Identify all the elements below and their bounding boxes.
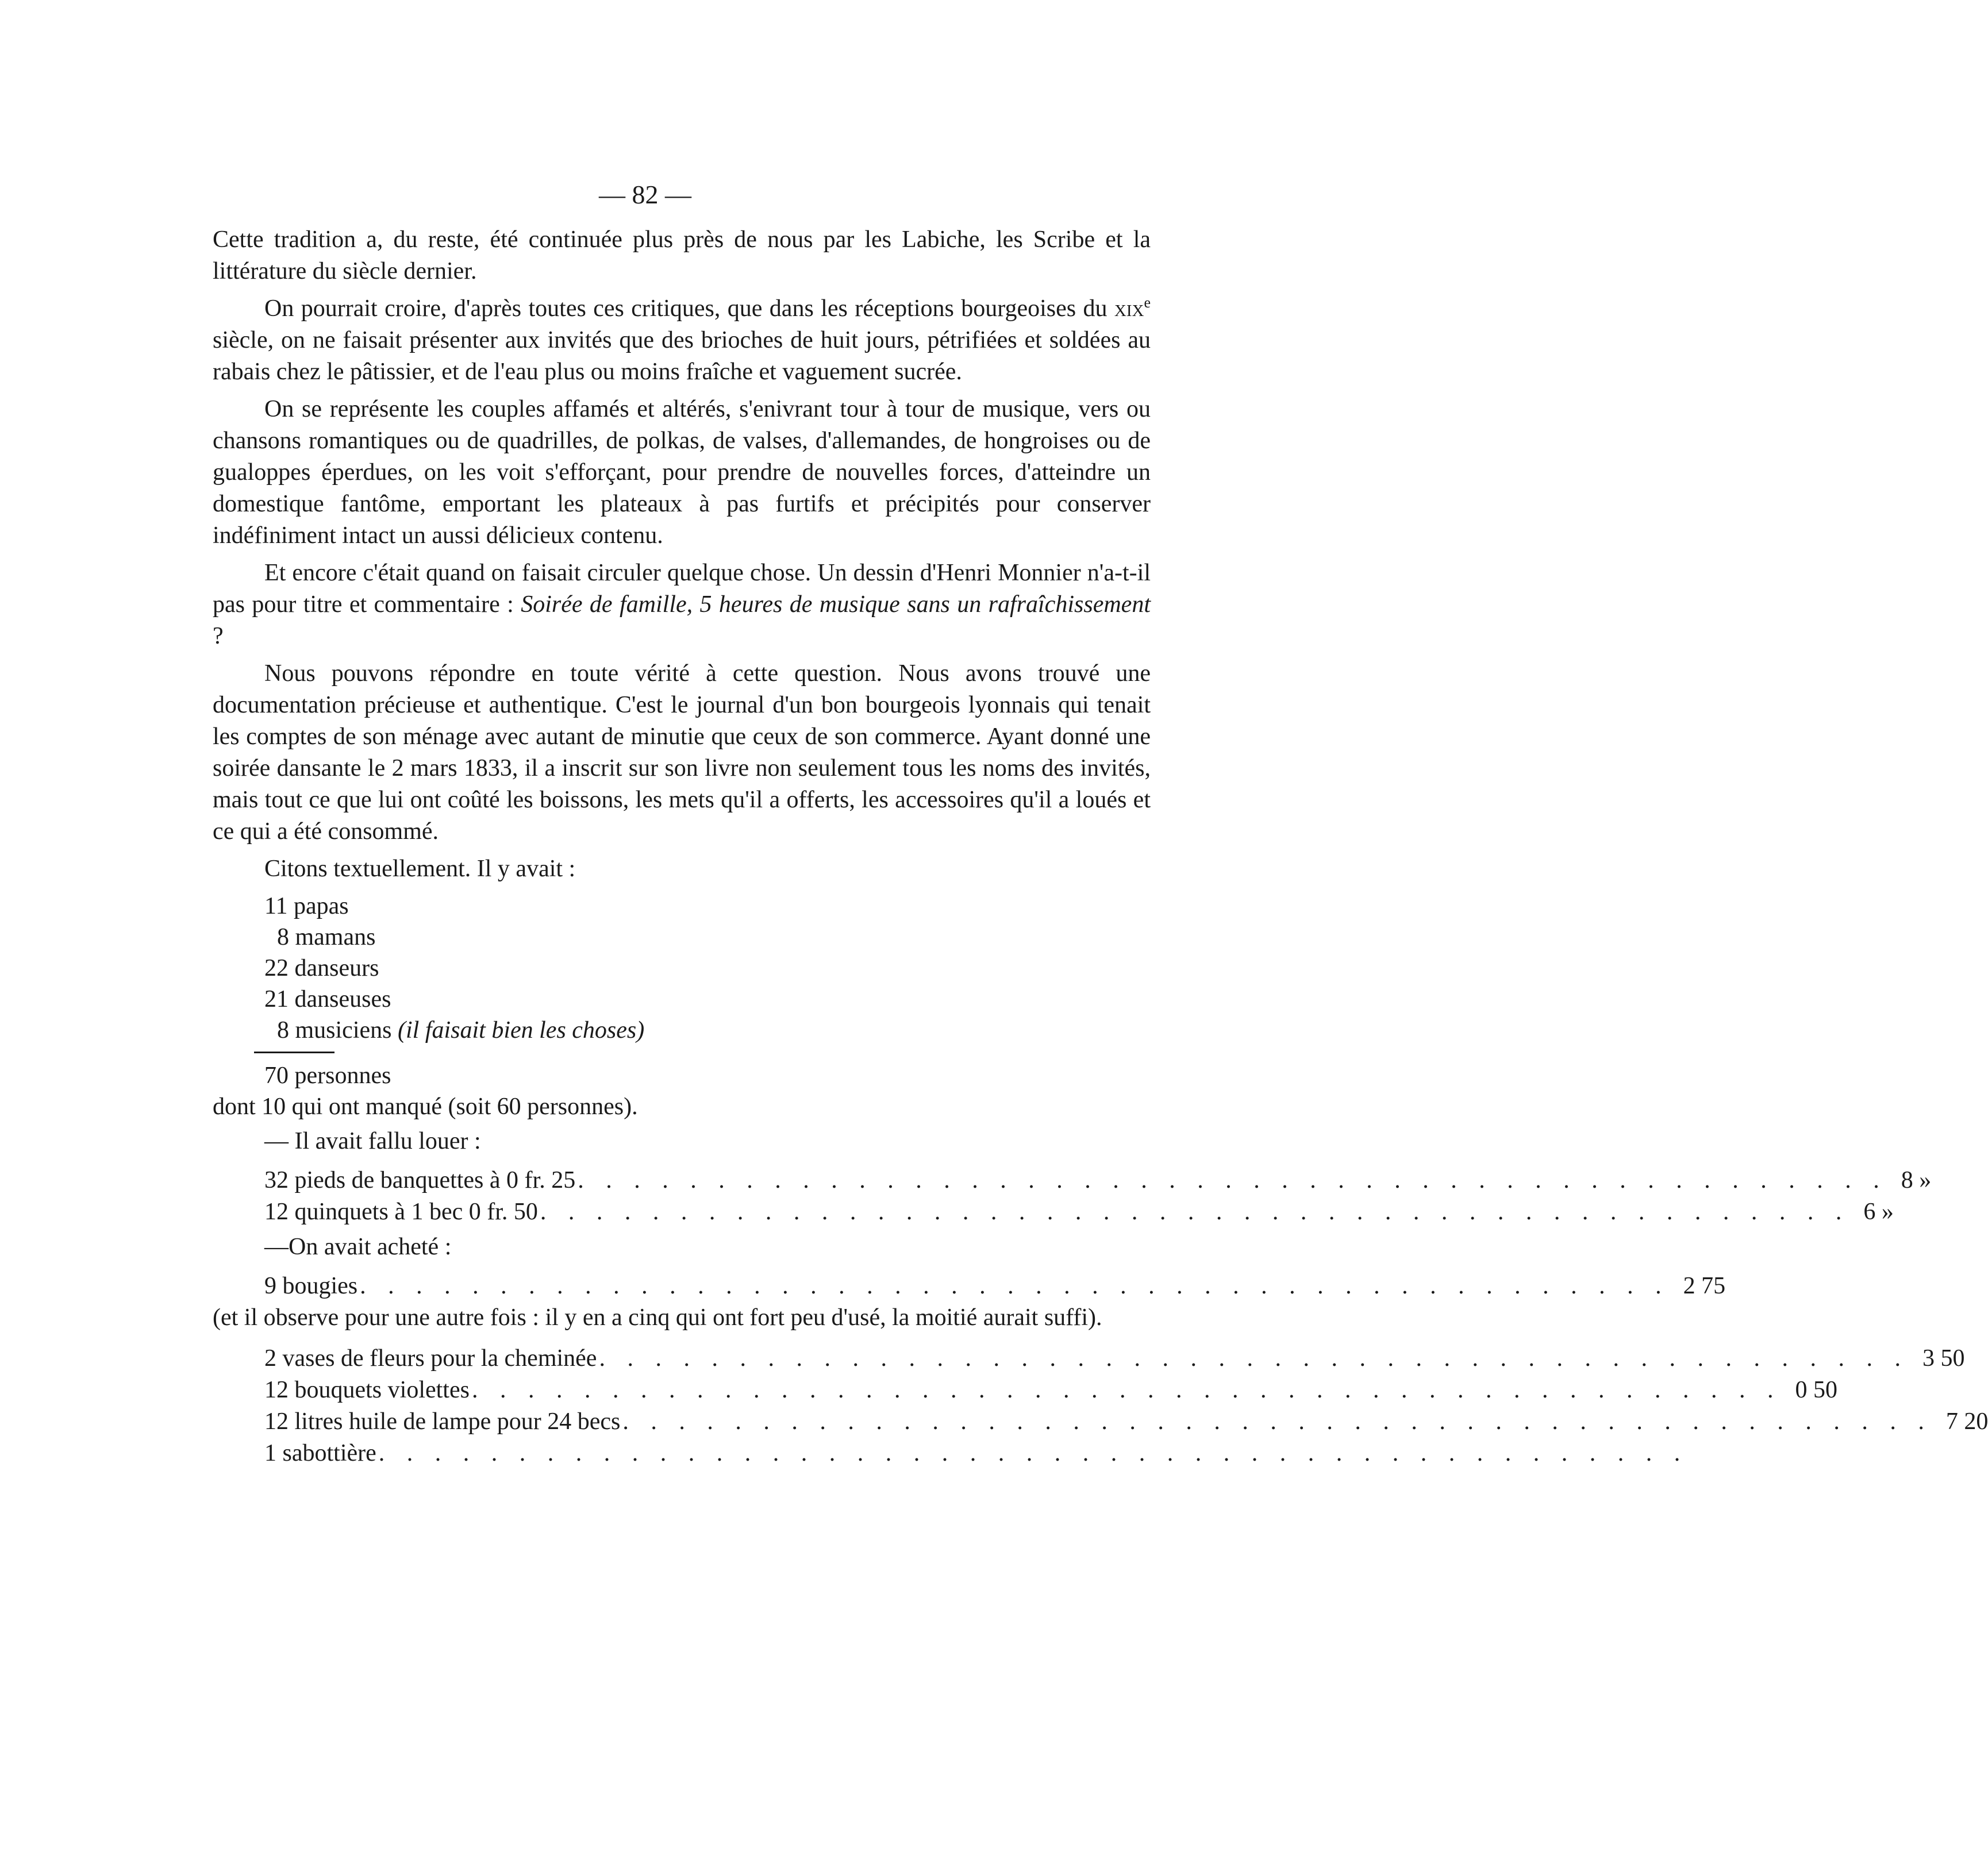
account-item: 32 pieds de banquettes à 0 fr. 25 xyxy=(264,1167,576,1193)
account-item: 2 vases de fleurs pour la cheminée xyxy=(264,1345,597,1372)
leader-dots: . . . . . . . . . . . . . . . . . . . . . . . . . . . . . . . . . . . . . . . . . . . . . . . xyxy=(378,1440,1689,1466)
account-row xyxy=(213,1343,1965,1374)
paragraph-4-start: Et encore c'était quand on faisait circuler quelque chose. Un dessin d'Henri Monnier n'a-t-il pas pour titre et commentaire : xyxy=(213,560,1151,618)
paragraph-2-end: siècle, on ne faisait présenter aux invités que des brioches de huit jours, pétrifiées et soldées au rabais chez le pâtissier, et de l'eau plus ou moins fraîche et vaguement sucrée. xyxy=(213,327,1151,385)
paragraph-5: Nous pouvons répondre en toute vérité à cette question. Nous avons trouvé une documentation précieuse et authentique. C'est le journal d'un bon bourgeois lyonnais qui tenait les comptes de son ménage avec autant de minutie que ceux de son commerce. Ayant donné une soirée dansante le 2 mars 1833, il a inscrit sur son livre non seulement tous les noms des invités, mais tout ce que lui ont coûté les boissons, les mets qu'il a offerts, les accessoires qu'il a loués et ce qui a été consommé. xyxy=(213,660,1151,845)
sum-rule xyxy=(254,1052,334,1053)
account-row xyxy=(213,1374,1837,1406)
bought-heading: —On avait acheté : xyxy=(264,1234,452,1260)
guest-line: 11 papas xyxy=(264,893,349,919)
account-row xyxy=(213,1196,1894,1228)
leader-dots: . . . . . . . . . . . . . . . . . . . . . . . . . . . . . . . . . . . . . . . . . . . . . . . xyxy=(471,1377,1782,1403)
body-text xyxy=(213,224,1988,1469)
guest-line: 22 danseurs xyxy=(264,955,379,981)
observation-note: (et il observe pour une autre fois : il y en a cinq qui ont fort peu d'usé, la moitié aurait suffi). xyxy=(213,1304,1102,1331)
account-amount: 2 75 xyxy=(1683,1273,1726,1299)
century-numeral: xix xyxy=(1114,295,1144,322)
paragraph-4 xyxy=(213,557,1151,652)
account-item: 12 bouquets violettes xyxy=(264,1377,470,1403)
musicians-count: 8 musiciens xyxy=(277,1017,398,1043)
leader-dots: . . . . . . . . . . . . . . . . . . . . . . . . . . . . . . . . . . . . . . . . . . . . . . . xyxy=(540,1199,1850,1225)
account-amount: 8 » xyxy=(1901,1167,1932,1193)
guest-line: 21 danseuses xyxy=(264,986,391,1012)
leader-dots: . . . . . . . . . . . . . . . . . . . . . . . . . . . . . . . . . . . . . . . . . . . . . . . xyxy=(578,1167,1887,1193)
musicians-remark: (il faisait bien les choses) xyxy=(397,1017,645,1043)
leader-dots: . . . . . . . . . . . . . . . . . . . . . . . . . . . . . . . . . . . . . . . . . . . . . . . xyxy=(622,1408,1932,1435)
leader-dots: . . . . . . . . . . . . . . . . . . . . . . . . . . . . . . . . . . . . . . . . . . . . . . . xyxy=(360,1273,1670,1299)
account-amount: 3 50 xyxy=(1922,1345,1965,1372)
account-amount: 0 50 xyxy=(1795,1377,1837,1403)
paragraph-6: Citons textuellement. Il y avait : xyxy=(264,856,576,882)
paragraph-2-start: On pourrait croire, d'après toutes ces critiques, que dans les réceptions bourgeoises du xyxy=(264,295,1114,322)
page-number: — 82 — xyxy=(599,180,691,209)
account-item: 12 quinquets à 1 bec 0 fr. 50 xyxy=(264,1199,538,1225)
rented-heading: — Il avait fallu louer : xyxy=(264,1128,481,1154)
account-row xyxy=(213,1270,1726,1302)
account-amount: 7 20 xyxy=(1945,1408,1988,1435)
total-persons: 70 personnes xyxy=(264,1062,391,1089)
account-row xyxy=(213,1406,1988,1438)
missing-guests: dont 10 qui ont manqué (soit 60 personnes). xyxy=(213,1093,638,1120)
account-row xyxy=(213,1165,1932,1196)
account-amount: 6 » xyxy=(1863,1199,1894,1225)
paragraph-2 xyxy=(213,293,1151,388)
account-item: 1 sabottière xyxy=(264,1440,376,1466)
paragraph-4-end: ? xyxy=(213,623,224,649)
guest-line-musicians xyxy=(213,1015,1151,1046)
paragraph-3: On se représente les couples affamés et altérés, s'enivrant tour à tour de musique, vers ou chansons romantiques ou de quadrilles, de polkas, de valses, d'allemandes, de hongroises ou de gualoppes éperdues, on les voit s'efforçant, pour prendre de nouvelles forces, d'atteindre un domestique fantôme, emportant les plateaux à pas furtifs et précipités pour conserver indéfiniment intact un aussi délicieux contenu. xyxy=(213,396,1151,549)
account-row xyxy=(213,1438,1689,1469)
drawing-title: Soirée de famille, 5 heures de musique sans un rafraîchissement xyxy=(521,591,1151,618)
account-item: 12 litres huile de lampe pour 24 becs xyxy=(264,1408,621,1435)
century-superscript: e xyxy=(1144,294,1151,311)
guest-line: 8 mamans xyxy=(277,924,376,950)
paragraph-1: Cette tradition a, du reste, été continuée plus près de nous par les Labiche, les Scribe et la littérature du siècle dernier. xyxy=(213,226,1151,284)
account-item: 9 bougies xyxy=(264,1273,358,1299)
leader-dots: . . . . . . . . . . . . . . . . . . . . . . . . . . . . . . . . . . . . . . . . . . . . . . . xyxy=(599,1345,1909,1372)
